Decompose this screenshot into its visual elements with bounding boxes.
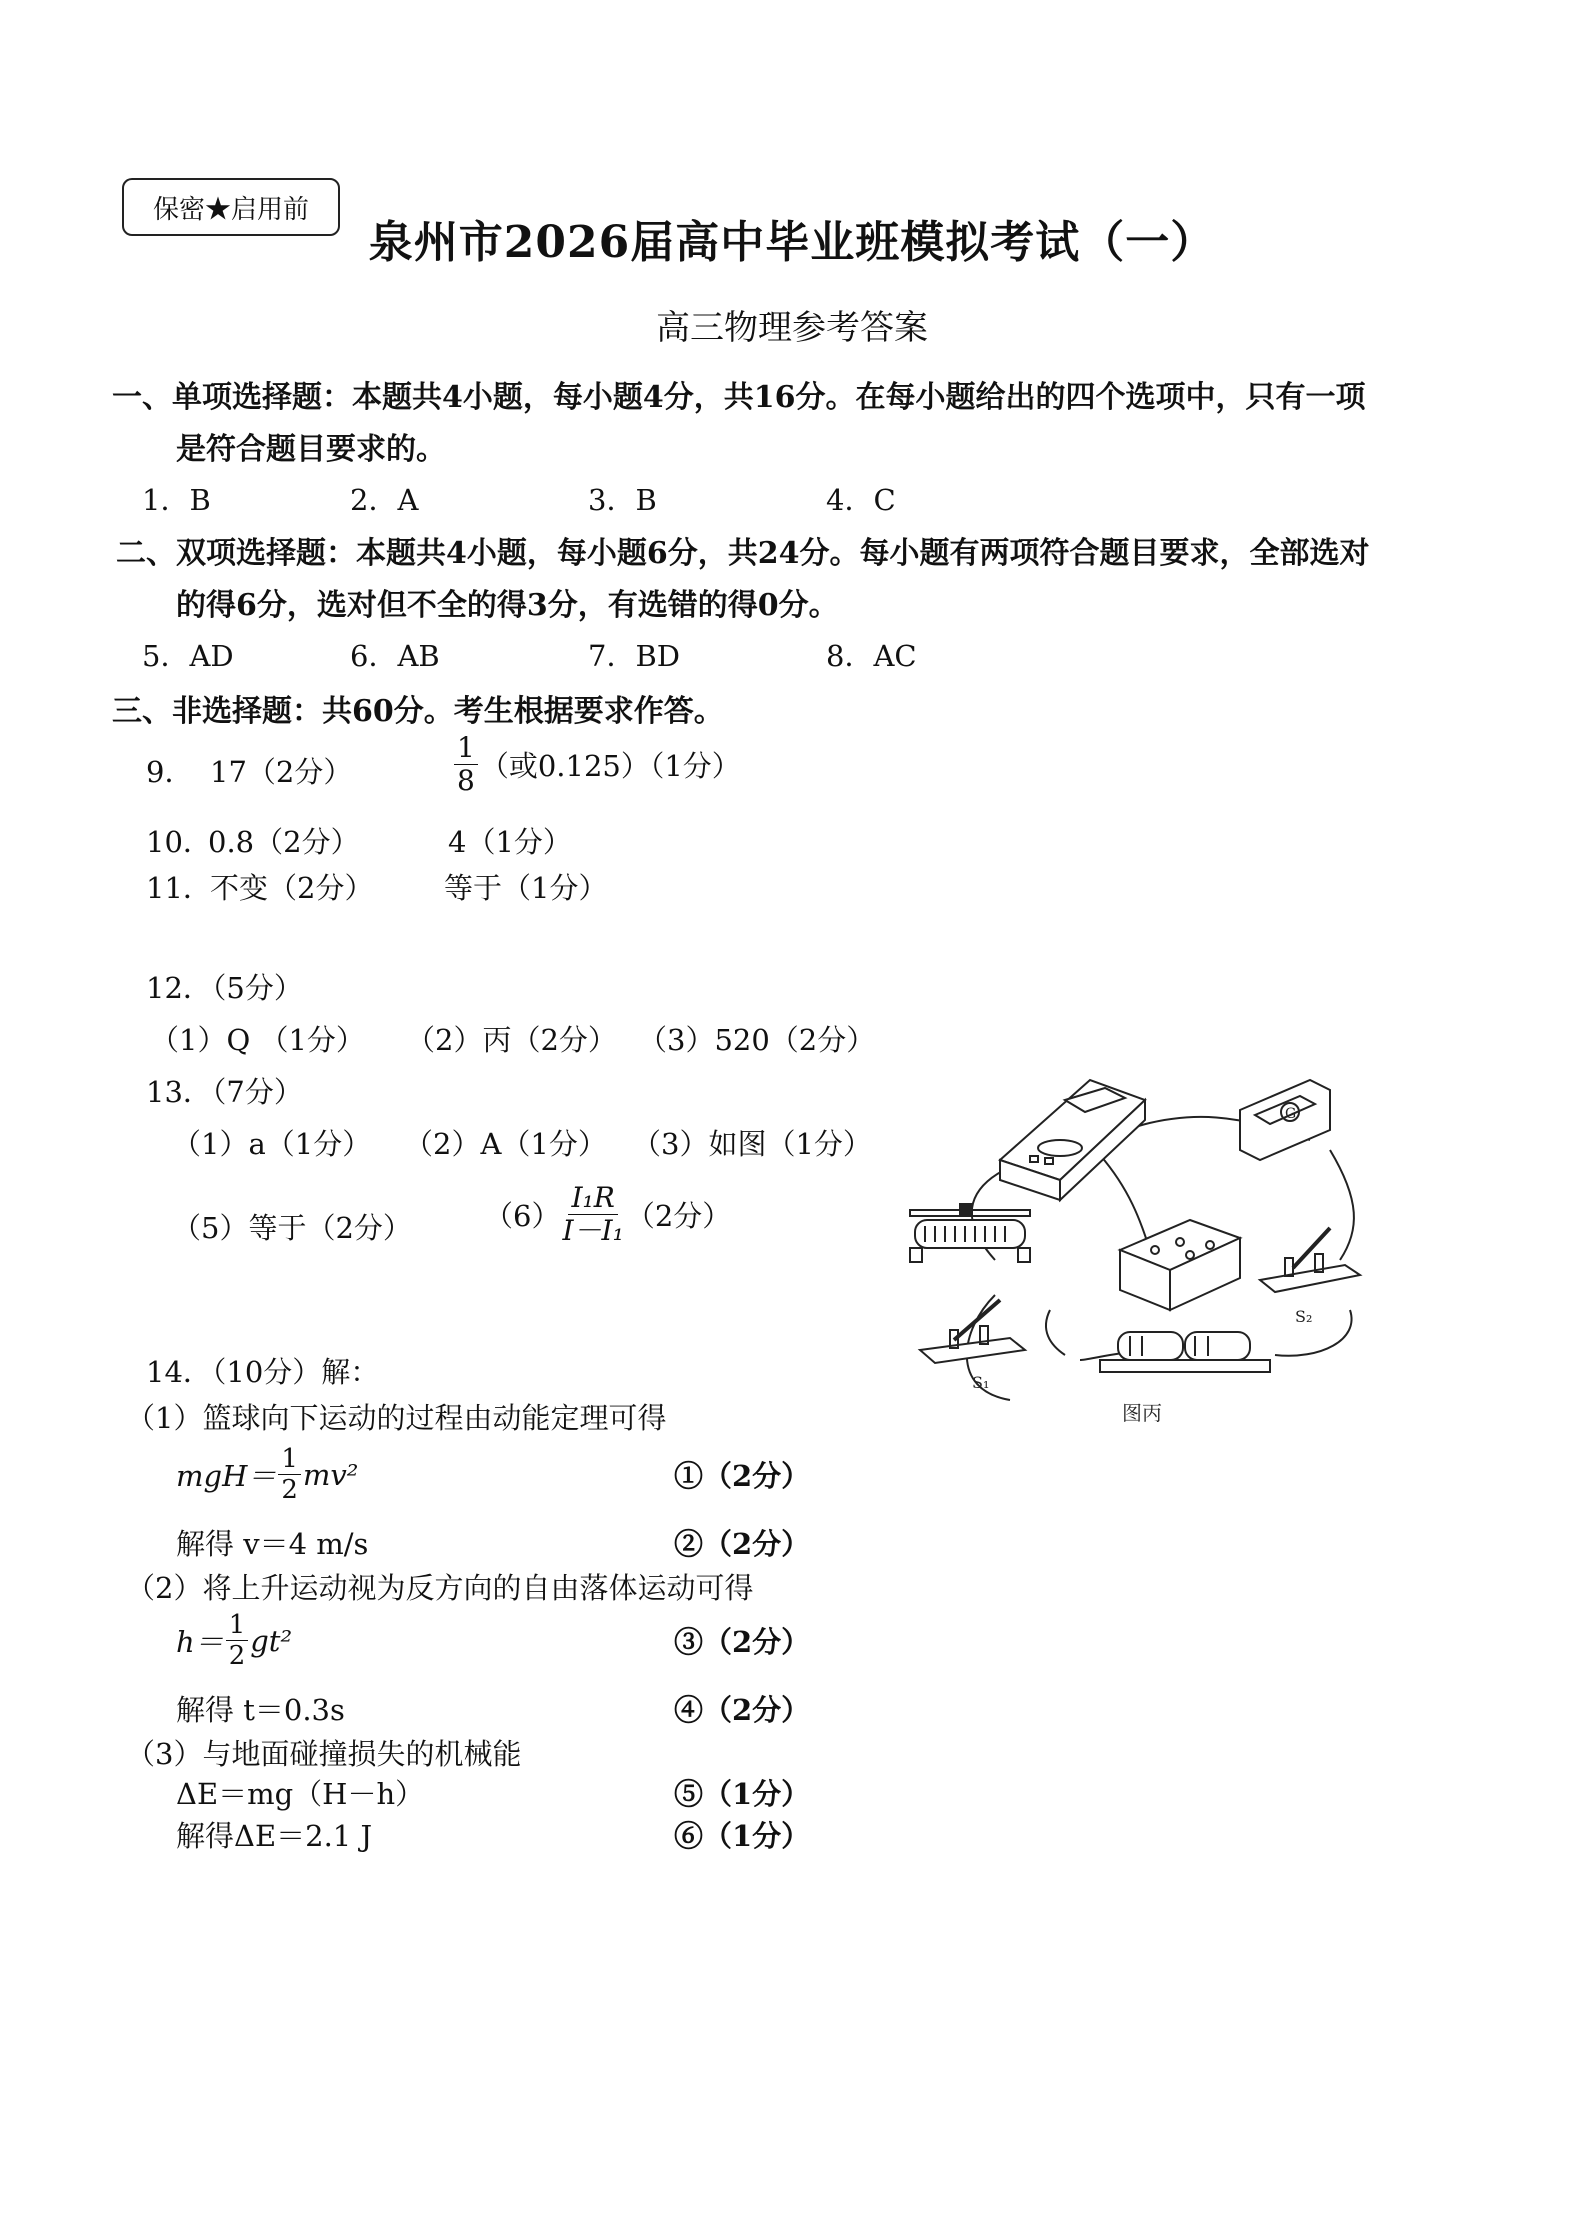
section1-heading-line2: 是符合题目要求的。	[176, 432, 446, 467]
wire	[1330, 1150, 1354, 1260]
wire	[1275, 1310, 1352, 1356]
q11-number: 11．	[146, 871, 212, 905]
q12-answer2: （2）丙（2分）	[406, 1023, 617, 1057]
answer-5: 5．AD	[142, 639, 234, 673]
switch-s1-label: S₁	[972, 1373, 990, 1392]
galvanometer-label: G	[1285, 1106, 1297, 1122]
q13-answer1: （1）a（1分）	[172, 1127, 372, 1161]
q14-eq3-fraction: $\frac{1}{2}$	[226, 1612, 249, 1669]
q10-number: 10．	[146, 825, 212, 859]
page-title: 泉州市2026届高中毕业班模拟考试（一）	[368, 217, 1216, 268]
q9-fraction: $\frac{1}{8}$	[454, 734, 478, 795]
q14-equation4: 解得 t＝0.3s	[176, 1693, 345, 1727]
answer-2: 2．A	[350, 483, 419, 517]
q9-number: 9．	[146, 755, 194, 789]
wire	[1100, 1155, 1150, 1250]
q13-answer5: （5）等于（2分）	[172, 1211, 412, 1245]
battery	[1100, 1332, 1270, 1372]
answer-1: 1．B	[142, 483, 211, 517]
section3-heading: 三、非选择题：共60分。考生根据要求作答。	[112, 694, 724, 729]
section2-heading-line1: 二、双项选择题：本题共4小题，每小题6分，共24分。每小题有两项符合题目要求，全部选对	[116, 536, 1370, 571]
section1-heading-line1: 一、单项选择题：本题共4小题，每小题4分，共16分。在每小题给出的四个选项中，只有一项	[112, 380, 1366, 415]
galvanometer	[1240, 1080, 1330, 1160]
q12-answer3: （3）520（2分）	[638, 1023, 876, 1057]
q14-mark4: ④（2分）	[674, 1693, 811, 1727]
switch-s1	[920, 1300, 1025, 1363]
q14-eq1-fraction: $\frac{1}{2}$	[278, 1446, 301, 1503]
q13-answer6: （6） $\frac{\text{I₁R}}{\text{I－I₁}}$ （2分）	[484, 1181, 732, 1247]
switch-s2-label: S₂	[1295, 1307, 1313, 1326]
resistance-box	[1120, 1220, 1240, 1310]
q14-equation3: h＝ $\frac{1}{2}$ gt²	[176, 1610, 293, 1671]
q13-fraction: $\frac{\text{I₁R}}{\text{I－I₁}}$	[562, 1181, 624, 1247]
q12-answer1: （1）Q （1分）	[150, 1023, 365, 1057]
figure-caption: 图丙	[1122, 1401, 1162, 1425]
q14-equation5: ΔE＝mg（H－h）	[176, 1777, 425, 1811]
q14-equation1: mgH＝ $\frac{1}{2}$ mv²	[176, 1444, 359, 1505]
section2-heading-line2: 的得6分，选对但不全的得3分，有选错的得0分。	[176, 588, 839, 623]
wire	[1046, 1310, 1065, 1355]
answer-7: 7．BD	[588, 639, 681, 673]
q14-mark2: ②（2分）	[674, 1527, 811, 1561]
confidential-badge: 保密★启用前	[122, 178, 340, 236]
q14-part1: （1）篮球向下运动的过程由动能定理可得	[126, 1401, 667, 1435]
q12-heading: 12．（5分）	[146, 971, 303, 1005]
q14-heading: 14．（10分）解：	[146, 1355, 380, 1389]
q14-mark3: ③（2分）	[674, 1625, 811, 1659]
circuit-diagram	[890, 1060, 1390, 1430]
q14-equation2: 解得 v＝4 m/s	[176, 1527, 369, 1561]
answer-3: 3．B	[588, 483, 657, 517]
q13-heading: 13．（7分）	[146, 1075, 303, 1109]
q11-answer2: 等于（1分）	[444, 871, 608, 905]
answer-4: 4．C	[826, 483, 896, 517]
multimeter	[1000, 1080, 1145, 1200]
q14-mark5: ⑤（1分）	[674, 1777, 811, 1811]
q9-answer2: $\frac{1}{8}$ （或0.125）（1分）	[452, 734, 741, 795]
q10-answer1: 0.8（2分）	[208, 825, 360, 859]
q13-answer3: （3）如图（1分）	[632, 1127, 872, 1161]
q10-answer2: 4（1分）	[448, 825, 572, 859]
answer-8: 8．AC	[826, 639, 917, 673]
q13-answer2: （2）A（1分）	[404, 1127, 607, 1161]
page-subtitle: 高三物理参考答案	[656, 308, 928, 348]
q14-mark6: ⑥（1分）	[674, 1819, 811, 1853]
answer-6: 6．AB	[350, 639, 440, 673]
q14-equation6: 解得ΔE＝2.1 J	[176, 1819, 373, 1853]
q14-mark1: ①（2分）	[674, 1459, 811, 1493]
switch-s2	[1260, 1228, 1360, 1292]
q11-answer1: 不变（2分）	[210, 871, 374, 905]
q14-part2: （2）将上升运动视为反方向的自由落体运动可得	[126, 1571, 754, 1605]
q9-answer1: 17（2分）	[210, 755, 353, 789]
rheostat	[910, 1204, 1030, 1262]
q14-part3: （3）与地面碰撞损失的机械能	[126, 1737, 522, 1771]
